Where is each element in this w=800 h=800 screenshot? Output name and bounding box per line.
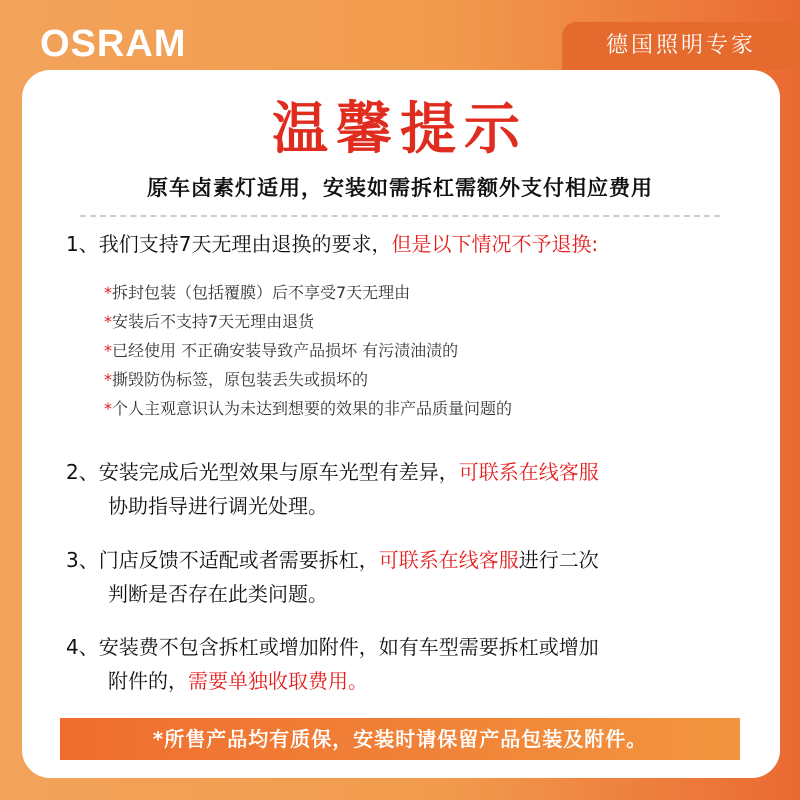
section-2-text: 2、安装完成后光型效果与原车光型有差异，	[66, 460, 459, 484]
bullet-star: *	[104, 312, 112, 331]
section-4-line-1: 4、安装费不包含拆杠或增加附件，如有车型需要拆杠或增加	[66, 635, 599, 659]
bullet-text: 安装后不支持7天无理由退货	[112, 312, 315, 331]
list-item	[104, 336, 744, 365]
bullet-star: *	[104, 370, 112, 389]
section-3-line-2: 判断是否存在此类问题。	[108, 582, 328, 606]
bullet-star: *	[104, 399, 112, 418]
section-3-highlight: 可联系在线客服	[378, 548, 519, 572]
bullet-star: *	[104, 341, 112, 360]
list-item	[104, 394, 744, 423]
bullet-text: 个人主观意识认为未达到想要的效果的非产品质量问题的	[112, 399, 513, 418]
section-2	[66, 455, 746, 523]
section-1-text: 1、我们支持7天无理由退换的要求，	[66, 232, 392, 256]
warranty-banner: *所售产品均有质保，安装时请保留产品包装及附件。	[60, 718, 740, 760]
section-3-suffix: 进行二次	[518, 548, 599, 572]
brand-tagline: 德国照明专家	[562, 22, 800, 70]
bullet-text: 拆封包装（包括覆膜）后不享受7天无理由	[112, 283, 411, 302]
return-exceptions-list	[104, 278, 744, 423]
osram-logo: OSRAM	[40, 23, 187, 65]
section-4-line-2	[66, 664, 746, 698]
page-subtitle: 原车卤素灯适用，安装如需拆杠需额外支付相应费用	[147, 176, 653, 200]
bullet-text: 撕毁防伪标签，原包装丢失或损坏的	[112, 370, 369, 389]
list-item	[104, 307, 744, 336]
section-3-text: 3、门店反馈不适配或者需要拆杠，	[66, 548, 379, 572]
list-item	[104, 278, 744, 307]
section-3	[66, 543, 746, 611]
bullet-star: *	[104, 283, 112, 302]
page-title: 温馨提示	[272, 97, 528, 162]
section-4	[66, 630, 746, 698]
section-2-line-1	[66, 455, 746, 489]
section-1-highlight: 但是以下情况不予退换:	[391, 232, 599, 256]
dashed-divider	[80, 215, 720, 217]
section-4-text: 附件的，	[108, 669, 188, 693]
list-item	[104, 365, 744, 394]
section-2-highlight: 可联系在线客服	[458, 460, 599, 484]
bullet-text: 已经使用 不正确安装导致产品损坏 有污渍油渍的	[112, 341, 459, 360]
section-4-highlight: 需要单独收取费用。	[188, 669, 368, 693]
section-3-line-1	[66, 543, 746, 577]
section-1	[66, 227, 746, 261]
section-2-line-2: 协助指导进行调光处理。	[108, 494, 328, 518]
